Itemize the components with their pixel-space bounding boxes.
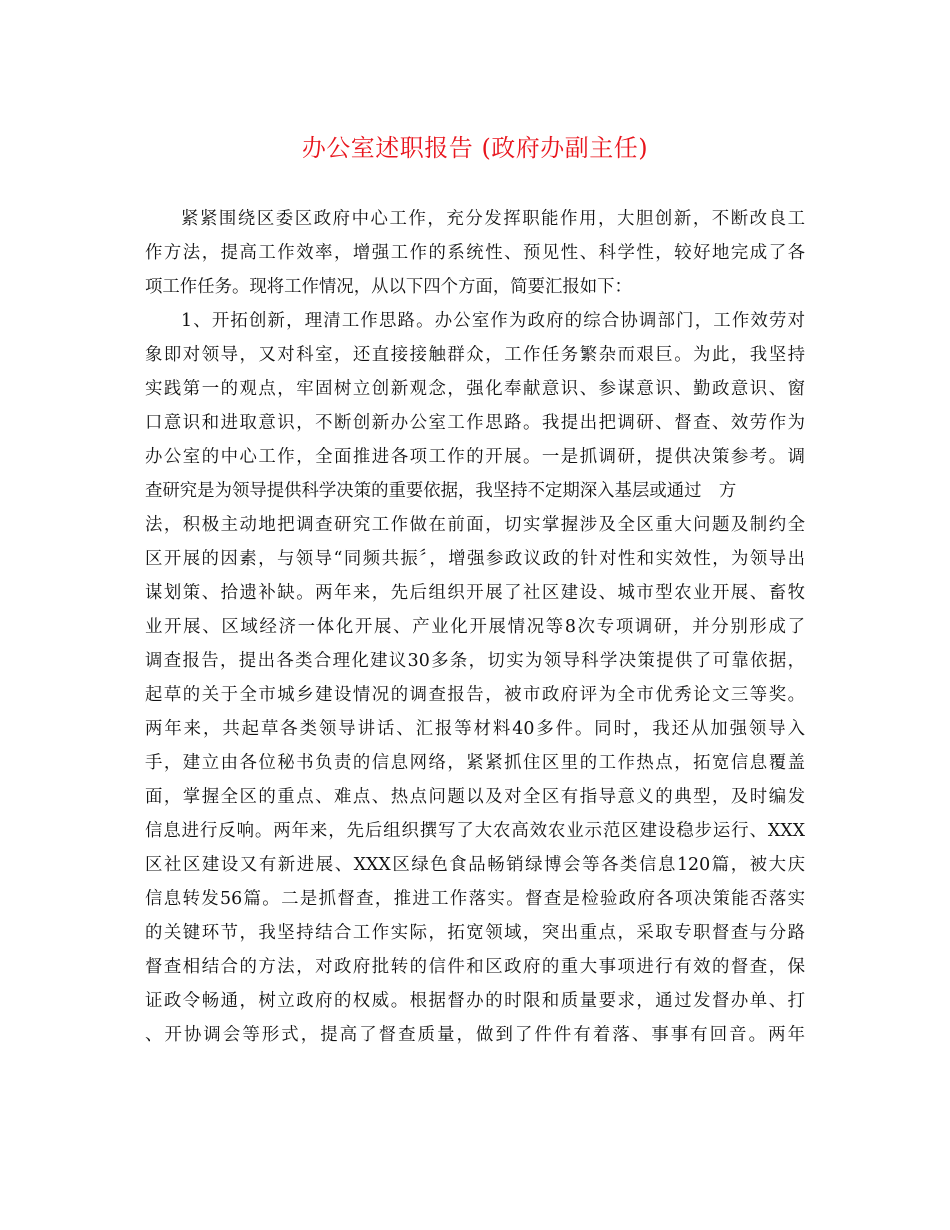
body-line: 区社区建设又有新进展、XXX区绿色食品畅销绿博会等各类信息120篇，被大庆 bbox=[145, 855, 805, 875]
body-line: 实践第一的观点，牢固树立创新观念，强化奉献意识、参谋意识、勤政意识、窗 bbox=[145, 379, 805, 399]
body-line: 项工作任务。现将工作情况，从以下四个方面，简要汇报如下： bbox=[145, 277, 632, 297]
body-line: 1、开拓创新，理清工作思路。办公室作为政府的综合协调部门，工作效劳对 bbox=[181, 311, 805, 331]
body-line: 手，建立由各位秘书负责的信息网络，紧紧抓住区里的工作热点，拓宽信息覆盖 bbox=[145, 753, 805, 773]
body-line: 面，掌握全区的重点、难点、热点问题以及对全区有指导意义的典型，及时编发 bbox=[145, 787, 805, 807]
body-line: 谋划策、拾遗补缺。两年来，先后组织开展了社区建设、城市型农业开展、畜牧 bbox=[145, 583, 805, 603]
body-line: 两年来，共起草各类领导讲话、汇报等材料40多件。同时，我还从加强领导入 bbox=[145, 719, 805, 739]
document-title: 办公室述职报告 (政府办副主任) bbox=[301, 134, 649, 162]
body-line: 督查相结合的方法，对政府批转的信件和区政府的重大事项进行有效的督查，保 bbox=[145, 957, 805, 977]
body-line: 调查报告，提出各类合理化建议30多条，切实为领导科学决策提供了可靠依据， bbox=[145, 651, 805, 671]
body-line: 查研究是为领导提供科学决策的重要依据，我坚持不定期深入基层或通过 方 bbox=[145, 481, 737, 501]
body-line: 区开展的因素，与领导“同频共振〞，增强参政议政的针对性和实效性，为领导出 bbox=[145, 549, 805, 569]
body-line: 紧紧围绕区委区政府中心工作，充分发挥职能作用，大胆创新，不断改良工 bbox=[181, 209, 805, 229]
body-line: 作方法，提高工作效率，增强工作的系统性、预见性、科学性，较好地完成了各 bbox=[145, 243, 805, 263]
body-line: 、开协调会等形式，提高了督查质量，做到了件件有着落、事事有回音。两年 bbox=[145, 1025, 805, 1045]
body-line: 证政令畅通，树立政府的权威。根据督办的时限和质量要求，通过发督办单、打 bbox=[145, 991, 805, 1011]
body-line: 信息转发56篇。二是抓督查，推进工作落实。督查是检验政府各项决策能否落实 bbox=[145, 889, 805, 909]
body-line: 起草的关于全市城乡建设情况的调查报告，被市政府评为全市优秀论文三等奖。 bbox=[145, 685, 805, 705]
body-line: 办公室的中心工作，全面推进各项工作的开展。一是抓调研，提供决策参考。调 bbox=[145, 447, 805, 467]
body-line: 的关键环节，我坚持结合工作实际，拓宽领域，突出重点，采取专职督查与分路 bbox=[145, 923, 805, 943]
body-line: 口意识和进取意识，不断创新办公室工作思路。我提出把调研、督查、效劳作为 bbox=[145, 413, 805, 433]
body-line: 象即对领导，又对科室，还直接接触群众，工作任务繁杂而艰巨。为此，我坚持 bbox=[145, 345, 805, 365]
body-line: 法，积极主动地把调查研究工作做在前面，切实掌握涉及全区重大问题及制约全 bbox=[145, 515, 805, 535]
body-line: 业开展、区域经济一体化开展、产业化开展情况等8次专项调研，并分别形成了 bbox=[145, 617, 805, 637]
body-line: 信息进行反响。两年来，先后组织撰写了大农高效农业示范区建设稳步运行、XXX bbox=[145, 821, 805, 841]
